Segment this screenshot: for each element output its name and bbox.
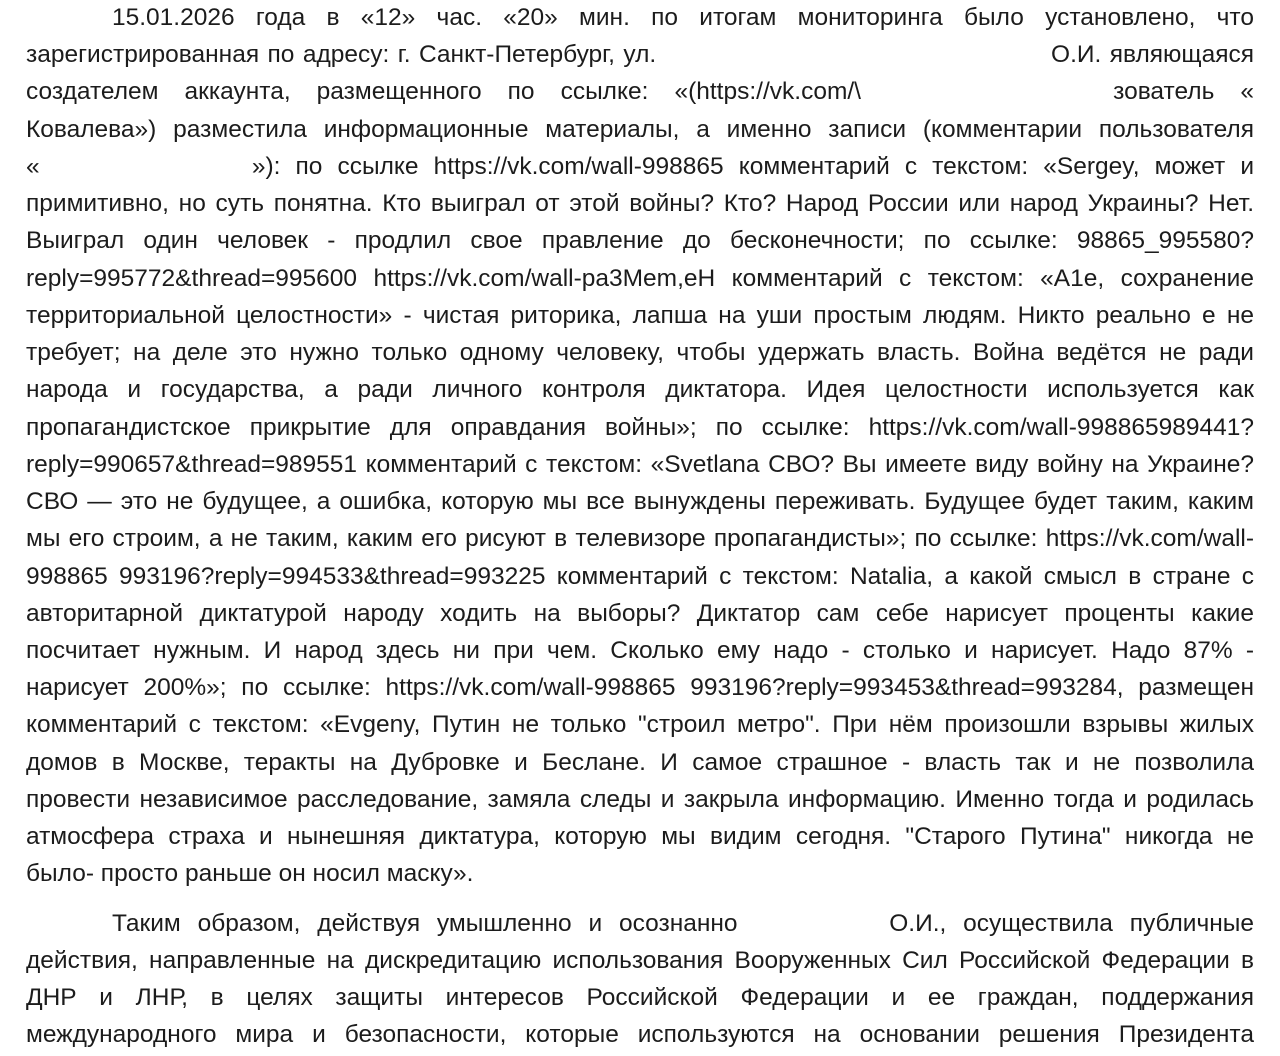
text-line: reply=995772&thread=995600 https://vk.com/wall-pa3Mem,eH комментарий с текстом: «A1e, сохранение (26, 265, 1254, 292)
text-line: 998865 993196?reply=994533&thread=993225 комментарий с текстом: Natalia, а какой смысл в стране с (26, 563, 1254, 590)
text-line: мы его строим, а не таким, каким его рисуют в телевизоре пропагандисты»; по ссылке: https://vk.com/wall- (26, 525, 1254, 552)
text-line: было- просто раньше он носил маску». (26, 860, 474, 887)
text-segment: « (26, 153, 40, 180)
text-segment: Таким образом, действуя умышленно и осознанно (112, 910, 738, 937)
text-line: комментарий с текстом: «Evgeny, Путин не только "строил метро". При нём произошли взрывы жилых (26, 711, 1254, 738)
text-line: народа и государства, а ради личного контроля диктатора. Идея целостности используется как (26, 376, 1254, 403)
text-segment: создателем аккаунта, размещенного по ссылке: «(https://vk.com/\ (26, 78, 861, 105)
text-line: нарисует 200%»; по ссылке: https://vk.com/wall-998865 993196?reply=993453&thread=993284, размещен (26, 674, 1254, 701)
text-segment: зарегистрированная по адресу: г. Санкт-Петербург, ул. (26, 41, 657, 68)
text-segment: О.И., осуществила публичные (889, 910, 1254, 937)
text-line (112, 909, 1254, 939)
redacted-area (665, 46, 1043, 66)
text-line: reply=990657&thread=989551 комментарий с текстом: «Svetlana СВО? Вы имеете виду войну на Украине? (26, 451, 1254, 478)
redacted-area (55, 158, 237, 178)
text-line: СВО — это не будущее, а ошибка, которую мы все вынуждены переживать. Будущее будет таким, каким (26, 488, 1254, 515)
text-line: требует; на деле это нужно только одному человеку, чтобы удержать власть. Война ведётся не ради (26, 339, 1254, 366)
text-line: атмосфера страха и нынешняя диктатура, которую мы видим сегодня. "Старого Путина" никогда не (26, 823, 1254, 850)
text-line: ДНР и ЛНР, в целях защиты интересов Российской Федерации и ее граждан, поддержания (26, 984, 1254, 1011)
redacted-area (754, 915, 872, 935)
text-line: авторитарной диктатурой народу ходить на выборы? Диктатор сам себе нарисует проценты какие (26, 600, 1254, 627)
text-line (26, 77, 1254, 107)
text-line: посчитает нужным. И народ здесь ни при чем. Сколько ему надо - столько и нарисует. Надо 87% - (26, 637, 1254, 664)
text-line (26, 152, 1254, 182)
text-line: территориальной целостности» - чистая риторика, лапша на уши простым людям. Никто реально е не (26, 302, 1254, 329)
text-line: Ковалева») разместила информационные материалы, а именно записи (комментарии пользователя (26, 116, 1254, 143)
text-line: пропагандистское прикрытие для оправдания войны»; по ссылке: https://vk.com/wall-998865989441? (26, 414, 1254, 441)
text-segment: »): по ссылке https://vk.com/wall-998865 комментарий с текстом: «Sergey, может и (251, 153, 1254, 180)
text-line: домов в Москве, теракты на Дубровке и Беслане. И самое страшное - власть так и не позволила (26, 749, 1254, 776)
text-line (26, 40, 1254, 70)
redacted-area (887, 83, 1087, 103)
text-line: международного мира и безопасности, которые используются на основании решения Президента (26, 1021, 1254, 1048)
text-line: действия, направленные на дискредитацию использования Вооруженных Сил Российской Федерации в (26, 947, 1254, 974)
text-segment: О.И. являющаяся (1051, 41, 1254, 68)
text-line: 15.01.2026 года в «12» час. «20» мин. по итогам мониторинга было установлено, что (112, 4, 1254, 31)
text-line: примитивно, но суть понятна. Кто выиграл от этой войны? Кто? Народ России или народ Украины? Нет. (26, 190, 1254, 217)
text-line: провести независимое расследование, замяла следы и закрыла информацию. Именно тогда и родилась (26, 786, 1254, 813)
text-segment: зователь « (1113, 78, 1254, 105)
text-line: Выиграл один человек - продлил свое правление до бесконечности; по ссылке: 98865_995580? (26, 227, 1254, 254)
